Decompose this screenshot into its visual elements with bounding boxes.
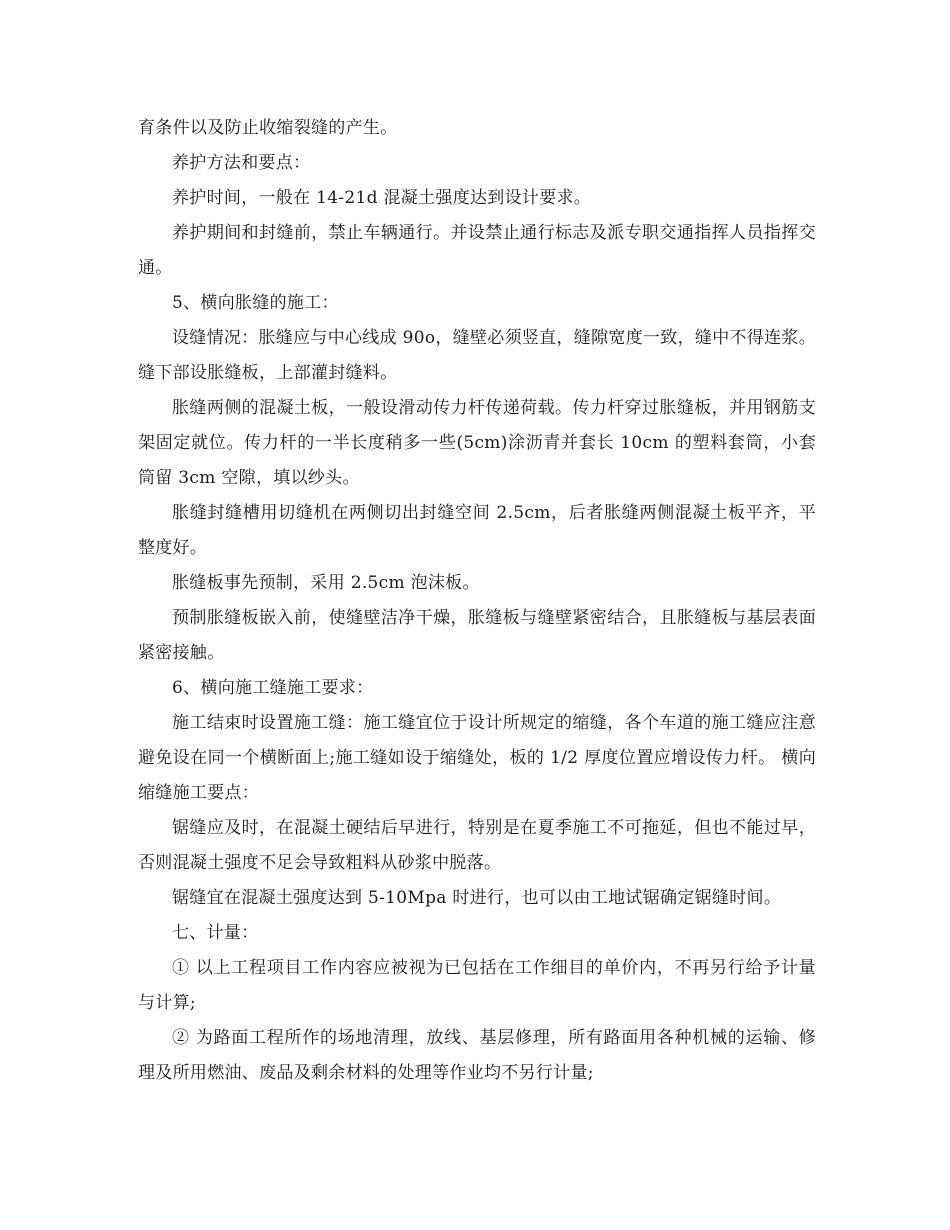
paragraph: 胀缝板事先预制，采用 2.5cm 泡沫板。	[172, 573, 480, 593]
paragraph: 胀缝两侧的混凝土板，一般设滑动传力杆传递荷载。传力杆穿过胀缝板，并用钢筋支架固定就位。传力杆的一半长度稍多一些(5cm)涂沥青并套长 10cm 的塑料套筒，小套筒留 3cm 空隙，填以纱头。	[138, 398, 816, 488]
document-body	[138, 111, 816, 1091]
paragraph: 预制胀缝板嵌入前，使缝壁洁净干燥，胀缝板与缝壁紧密结合，且胀缝板与基层表面紧密接触。	[138, 608, 816, 663]
paragraph: 养护期间和封缝前，禁止车辆通行。并设禁止通行标志及派专职交通指挥人员指挥交通。	[138, 223, 816, 278]
section-heading: 七、计量：	[172, 923, 259, 943]
paragraph: 锯缝宜在混凝土强度达到 5-10Mpa 时进行，也可以由工地试锯确定锯缝时间。	[172, 888, 782, 908]
paragraph: 锯缝应及时，在混凝土硬结后早进行，特别是在夏季施工不可拖延，但也不能过早，否则混凝土强度不足会导致粗料从砂浆中脱落。	[138, 818, 816, 873]
paragraph: 养护时间，一般在 14-21d 混凝土强度达到设计要求。	[172, 188, 592, 208]
paragraph: 胀缝封缝槽用切缝机在两侧切出封缝空间 2.5cm，后者胀缝两侧混凝土板平齐，平整度好。	[138, 503, 816, 558]
list-item: ② 为路面工程所作的场地清理，放线、基层修理，所有路面用各种机械的运输、修理及所用燃油、废品及剩余材料的处理等作业均不另行计量;	[138, 1028, 816, 1083]
section-heading: 6、横向施工缝施工要求：	[172, 678, 374, 698]
list-item: ① 以上工程项目工作内容应被视为已包括在工作细目的单价内，不再另行给予计量与计算;	[138, 958, 816, 1013]
paragraph: 设缝情况：胀缝应与中心线成 90o，缝壁必须竖直，缝隙宽度一致，缝中不得连浆。缝下部设胀缝板，上部灌封缝料。	[138, 328, 816, 383]
paragraph: 育条件以及防止收缩裂缝的产生。	[138, 118, 398, 138]
paragraph: 施工结束时设置施工缝：施工缝宜位于设计所规定的缩缝，各个车道的施工缝应注意避免设在同一个横断面上;施工缝如设于缩缝处，板的 1/2 厚度位置应增设传力杆。 横向缩缝施工要点：	[138, 713, 816, 803]
paragraph: 养护方法和要点：	[172, 153, 311, 173]
section-heading: 5、横向胀缝的施工：	[172, 293, 339, 313]
